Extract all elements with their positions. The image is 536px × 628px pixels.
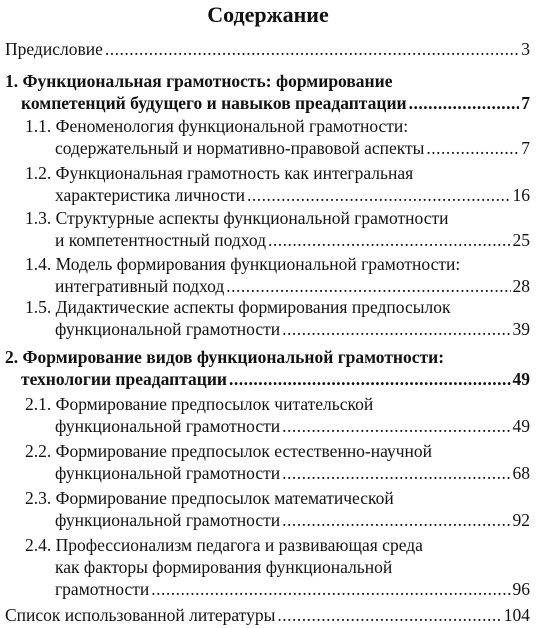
toc-entry-line xyxy=(25,207,530,229)
toc-entry-line xyxy=(25,462,530,484)
toc-entry-text: 1.3. Структурные аспекты функциональной грамотности xyxy=(25,208,449,228)
toc-entry-line xyxy=(5,346,530,368)
toc-entry-text: Предисловие xyxy=(5,39,103,59)
toc-entry-line xyxy=(5,38,530,60)
page-number: 39 xyxy=(512,319,530,339)
dot-leader xyxy=(229,368,510,390)
toc-entry-line xyxy=(25,415,530,437)
toc-entry-text: характеристика личности xyxy=(55,185,245,205)
page-number: 7 xyxy=(521,93,530,113)
page-number: 49 xyxy=(512,369,530,389)
toc-entry-line xyxy=(25,229,530,251)
page-number: 16 xyxy=(512,185,530,205)
dot-leader xyxy=(247,184,511,206)
toc-entry-text: интегративный подход xyxy=(55,276,225,296)
toc-entry-text: 2.3. Формирование предпосылок математической xyxy=(25,488,394,508)
dot-leader xyxy=(409,92,520,114)
dot-leader xyxy=(277,604,501,626)
toc-entry-refs xyxy=(5,604,530,626)
toc-entry-text: и компетентностный подход xyxy=(55,230,266,250)
page-number: 68 xyxy=(512,463,530,483)
toc-entry-s2-3 xyxy=(25,487,530,531)
toc-entry-line xyxy=(25,184,530,206)
toc-entry-preface xyxy=(5,38,530,60)
toc-entry-text: 2.1. Формирование предпосылок читательской xyxy=(25,394,374,414)
toc-entry-s1-1 xyxy=(25,115,530,159)
toc-entry-line xyxy=(25,137,530,159)
page-number: 7 xyxy=(521,138,530,158)
toc-entry-line xyxy=(25,253,530,275)
toc-entry-line xyxy=(25,115,530,137)
toc-entry-text: 2.4. Профессионализм педагога и развивающая среда xyxy=(25,535,423,555)
toc-entry-line xyxy=(25,509,530,531)
toc-entry-s2-1 xyxy=(25,393,530,437)
toc-entry-line xyxy=(25,534,530,556)
toc-entry-line xyxy=(25,578,530,600)
toc-entry-line xyxy=(25,318,530,340)
dot-leader xyxy=(268,229,511,251)
page-number: 96 xyxy=(512,579,530,599)
toc-entry-text: компетенций будущего и навыков преадаптации xyxy=(21,93,407,113)
toc-entry-text: содержательный и нормативно-правовой аспекты xyxy=(55,138,425,158)
toc-entry-s1-4 xyxy=(25,253,530,297)
toc-entry-line xyxy=(5,70,530,92)
toc-entry-line xyxy=(25,162,530,184)
toc-entry-text: 2.2. Формирование предпосылок естественно-научной xyxy=(25,441,433,461)
dot-leader xyxy=(282,415,510,437)
toc-entry-line xyxy=(25,296,530,318)
toc-entry-s2-2 xyxy=(25,440,530,484)
page-number: 49 xyxy=(512,416,530,436)
toc-entry-text: функциональной грамотности xyxy=(55,510,281,530)
toc-entry-line xyxy=(25,556,530,578)
toc-entry-line xyxy=(5,604,530,626)
dot-leader xyxy=(226,275,510,297)
toc-entry-s1-3 xyxy=(25,207,530,251)
toc-entry-text: технологии преадаптации xyxy=(21,369,228,389)
page-number: 92 xyxy=(512,510,530,530)
toc-entry-ch1 xyxy=(5,70,530,114)
toc-entry-ch2 xyxy=(5,346,530,390)
toc-entry-text: 1.5. Дидактические аспекты формирования предпосылок xyxy=(25,297,451,317)
toc-entry-text: 1.4. Модель формирования функциональной грамотности: xyxy=(25,254,461,274)
toc-entry-line xyxy=(5,368,530,390)
toc-entry-text: грамотности xyxy=(55,579,150,599)
dot-leader xyxy=(151,578,510,600)
page-number: 104 xyxy=(503,605,530,625)
toc-entry-line xyxy=(5,92,530,114)
dot-leader xyxy=(282,509,510,531)
page-number: 3 xyxy=(521,39,530,59)
toc-entry-text: как факторы формирования функциональной xyxy=(55,557,393,577)
toc-entry-line xyxy=(25,487,530,509)
toc-entry-s2-4 xyxy=(25,534,530,600)
dot-leader xyxy=(105,38,519,60)
toc-entry-text: Список использованной литературы xyxy=(5,605,276,625)
page-number: 28 xyxy=(512,276,530,296)
toc-entry-line xyxy=(25,440,530,462)
toc-entry-text: 1.1. Феноменология функциональной грамотности: xyxy=(25,116,409,136)
toc-entry-text: функциональной грамотности xyxy=(55,463,281,483)
toc-entry-text: 1.2. Функциональная грамотность как интегральная xyxy=(25,163,414,183)
toc-entry-line xyxy=(25,393,530,415)
toc-entry-line xyxy=(25,275,530,297)
toc-entry-s1-2 xyxy=(25,162,530,206)
toc-entry-text: 1. Функциональная грамотность: формирование xyxy=(5,71,393,91)
dot-leader xyxy=(282,318,510,340)
toc-entry-s1-5 xyxy=(25,296,530,340)
toc-entry-text: функциональной грамотности xyxy=(55,416,281,436)
dot-leader xyxy=(426,137,519,159)
page-title: Содержание xyxy=(207,2,329,27)
dot-leader xyxy=(282,462,510,484)
toc-entry-text: 2. Формирование видов функциональной грамотности: xyxy=(5,347,445,367)
page-number: 25 xyxy=(512,230,530,250)
toc-entry-text: функциональной грамотности xyxy=(55,319,281,339)
